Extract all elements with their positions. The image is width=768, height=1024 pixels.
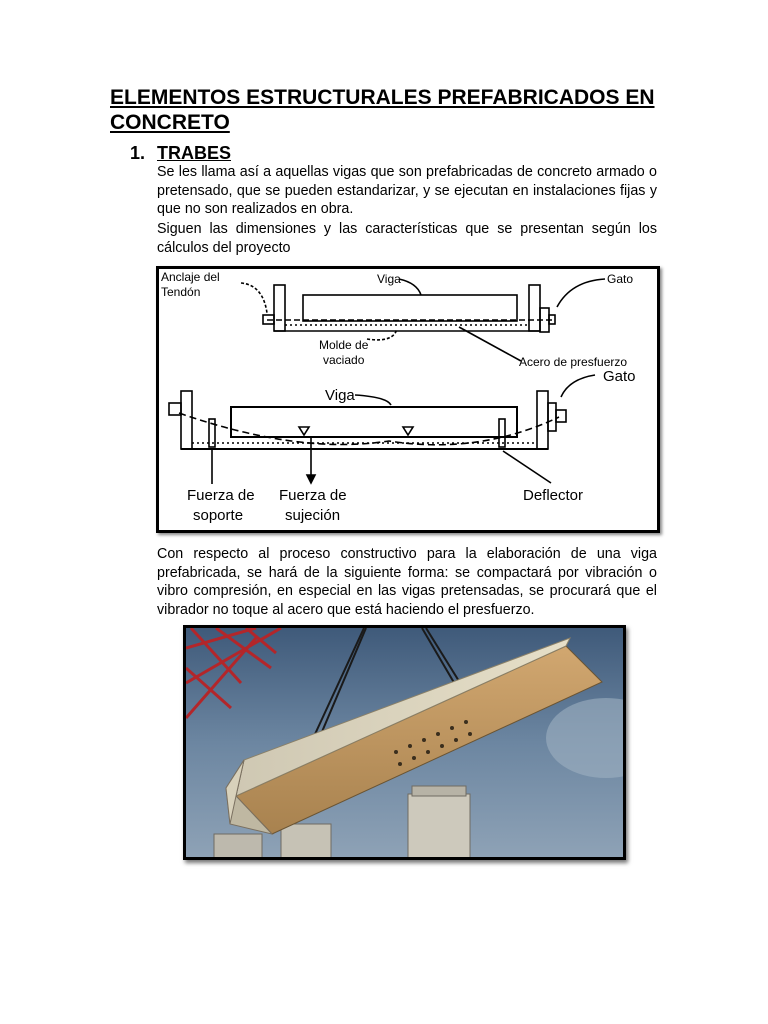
label-fuerza-soporte-2: soporte bbox=[193, 507, 244, 524]
label-fuerza-sujecion-2: sujeción bbox=[285, 507, 341, 524]
section-number: 1. bbox=[130, 143, 146, 163]
top-right-abutment bbox=[529, 285, 540, 331]
label-fuerza-sujecion-1: Fuerza de bbox=[279, 487, 347, 504]
label-gato-top: Gato bbox=[607, 272, 634, 286]
document-title: ELEMENTOS ESTRUCTURALES PREFABRICADOS EN CONCRETO bbox=[110, 86, 655, 134]
beam-lifting-photo bbox=[183, 625, 626, 860]
label-deflector: Deflector bbox=[523, 487, 584, 504]
bottom-jack-body bbox=[548, 403, 556, 431]
paragraph-dimensions: Siguen las dimensiones y las características que se presentan según los cálculos del proyecto bbox=[157, 221, 657, 256]
leader-gato-top bbox=[557, 279, 605, 307]
arrow-head-sujecion bbox=[307, 475, 315, 483]
pier-left bbox=[214, 834, 262, 857]
bottom-left-abutment bbox=[181, 391, 192, 449]
hold-down-right bbox=[403, 427, 413, 435]
hold-down-left bbox=[299, 427, 309, 435]
top-beam bbox=[303, 295, 517, 321]
label-anclaje-2: Tendón bbox=[161, 285, 201, 299]
top-left-abutment bbox=[274, 285, 285, 331]
bottom-right-abutment bbox=[537, 391, 548, 449]
beam-lifting-photo-svg bbox=[186, 628, 623, 857]
label-molde-1: Molde de bbox=[319, 338, 369, 352]
paragraph-process: Con respecto al proceso constructivo para la elaboración de una viga prefabricada, se hará de la siguiente forma: se compactará por vibración o vibro compresión, en especial en las vigas pretensadas, se procurará que el vibrador no toque al acero que está haciendo el presfuerzo. bbox=[157, 546, 657, 618]
leader-viga-bottom bbox=[355, 395, 391, 405]
bottom-sketch bbox=[169, 375, 595, 484]
prestressing-diagram bbox=[156, 266, 660, 533]
bottom-beam bbox=[231, 407, 517, 437]
label-fuerza-soporte-1: Fuerza de bbox=[187, 487, 255, 504]
paragraph-definition: Se les llama así a aquellas vigas que son prefabricadas de concreto armado o pretensado, que se pueden estandarizar, y se ejecutan en instalaciones fijas y que no son realizados en obra. bbox=[157, 164, 657, 217]
leader-anclaje bbox=[241, 283, 267, 313]
pier-middle bbox=[281, 824, 331, 857]
leader-deflector bbox=[503, 451, 551, 483]
leader-gato-bottom bbox=[561, 375, 595, 397]
bottom-harped-tendon bbox=[179, 413, 559, 445]
pier-right bbox=[408, 794, 470, 857]
bottom-jack-rod bbox=[556, 410, 566, 422]
top-sketch bbox=[241, 279, 605, 361]
label-gato-bottom: Gato bbox=[603, 368, 636, 385]
diagram-labels bbox=[161, 270, 636, 524]
leader-viga-top bbox=[399, 279, 421, 295]
section-title: TRABES bbox=[157, 143, 232, 163]
prestressing-diagram-svg bbox=[159, 269, 657, 530]
section-heading bbox=[130, 142, 231, 164]
label-viga-top: Viga bbox=[377, 272, 401, 286]
label-acero: Acero de presfuerzo bbox=[519, 355, 628, 369]
leader-acero bbox=[459, 327, 521, 361]
label-molde-2: vaciado bbox=[323, 353, 365, 367]
label-viga-bottom: Viga bbox=[325, 387, 355, 404]
label-anclaje-1: Anclaje del bbox=[161, 270, 220, 284]
